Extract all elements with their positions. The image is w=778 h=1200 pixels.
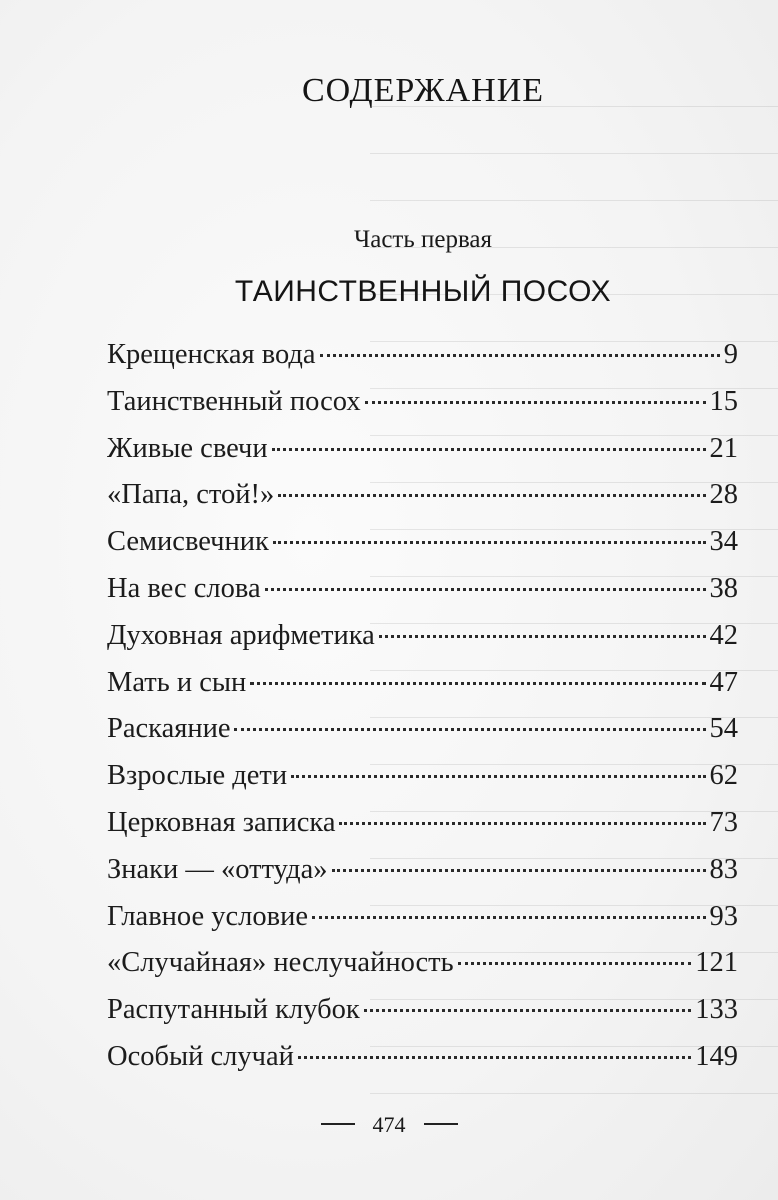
footer-dash-left: [321, 1123, 355, 1125]
dot-leader: [320, 354, 720, 357]
dot-leader: [365, 401, 706, 404]
dot-leader: [364, 1009, 692, 1012]
toc-entry-title: «Папа, стой!»: [107, 479, 275, 511]
toc-entry[interactable]: [107, 332, 738, 379]
toc-entry-title: Мать и сын: [107, 666, 247, 698]
page-number: 474: [372, 1112, 406, 1137]
toc-entry-page: 54: [709, 713, 738, 745]
dot-leader: [250, 682, 705, 685]
toc-entry[interactable]: [107, 379, 738, 426]
toc-entry-title: Семисвечник: [107, 526, 269, 558]
toc-entry[interactable]: [107, 894, 738, 941]
toc-entry-page: 9: [723, 339, 738, 370]
toc-entry[interactable]: [107, 566, 738, 613]
dot-leader: [291, 775, 705, 778]
toc-entry[interactable]: [107, 706, 738, 753]
part-title: ТАИНСТВЕННЫЙ ПОСОХ: [234, 275, 612, 308]
toc-entry[interactable]: [107, 660, 738, 707]
dot-leader: [379, 635, 706, 638]
page-footer: [0, 1112, 778, 1138]
part-label: Часть первая: [353, 226, 493, 253]
toc-entry-page: 28: [709, 479, 738, 511]
toc-entry[interactable]: [107, 847, 738, 894]
toc-entry-title: Главное условие: [107, 900, 309, 932]
dot-leader: [458, 962, 692, 965]
toc-entry-page: 21: [709, 432, 738, 464]
toc-entry-page: 121: [695, 947, 738, 979]
toc-entry[interactable]: [107, 613, 738, 660]
toc-entry-page: 83: [709, 853, 738, 885]
toc-entry-title: Знаки — «оттуда»: [107, 853, 328, 885]
table-of-contents: [107, 332, 738, 1081]
toc-entry-page: 38: [709, 572, 738, 604]
dot-leader: [278, 494, 705, 497]
toc-entry-title: Взрослые дети: [107, 760, 288, 792]
toc-entry-title: Духовная арифметика: [107, 619, 375, 651]
toc-entry-title: Особый случай: [107, 1040, 294, 1072]
dot-leader: [234, 728, 705, 731]
dot-leader: [339, 822, 705, 825]
dot-leader: [272, 448, 706, 451]
toc-entry[interactable]: [107, 426, 738, 473]
toc-entry[interactable]: [107, 472, 738, 519]
toc-entry-page: 73: [709, 806, 738, 838]
dot-leader: [312, 916, 705, 919]
toc-entry-page: 149: [695, 1040, 738, 1072]
toc-entry[interactable]: [107, 753, 738, 800]
toc-entry[interactable]: [107, 940, 738, 987]
toc-entry-page: 47: [709, 666, 738, 698]
dot-leader: [265, 588, 706, 591]
toc-entry-page: 34: [709, 526, 738, 558]
page-heading: СОДЕРЖАНИЕ: [301, 72, 545, 109]
toc-entry-title: Раскаяние: [107, 713, 231, 745]
toc-entry[interactable]: [107, 987, 738, 1034]
toc-entry-page: 93: [709, 900, 738, 932]
toc-entry-title: Крещенская вода: [107, 339, 316, 370]
dot-leader: [298, 1056, 691, 1059]
toc-entry[interactable]: [107, 1034, 738, 1081]
toc-entry-page: 62: [709, 760, 738, 792]
toc-entry-title: На вес слова: [107, 572, 261, 604]
toc-entry-title: Церковная записка: [107, 806, 336, 838]
toc-entry-page: 42: [709, 619, 738, 651]
footer-dash-right: [424, 1123, 458, 1125]
toc-entry-title: Распутанный клубок: [107, 994, 360, 1026]
toc-entry-title: Живые свечи: [107, 432, 268, 464]
toc-entry[interactable]: [107, 519, 738, 566]
toc-entry-page: 15: [709, 385, 738, 417]
toc-entry-title: Таинственный посох: [107, 385, 361, 417]
toc-entry-title: «Случайная» неслучайность: [107, 947, 454, 979]
dot-leader: [273, 541, 706, 544]
toc-entry[interactable]: [107, 800, 738, 847]
dot-leader: [332, 869, 706, 872]
toc-entry-page: 133: [695, 994, 738, 1026]
